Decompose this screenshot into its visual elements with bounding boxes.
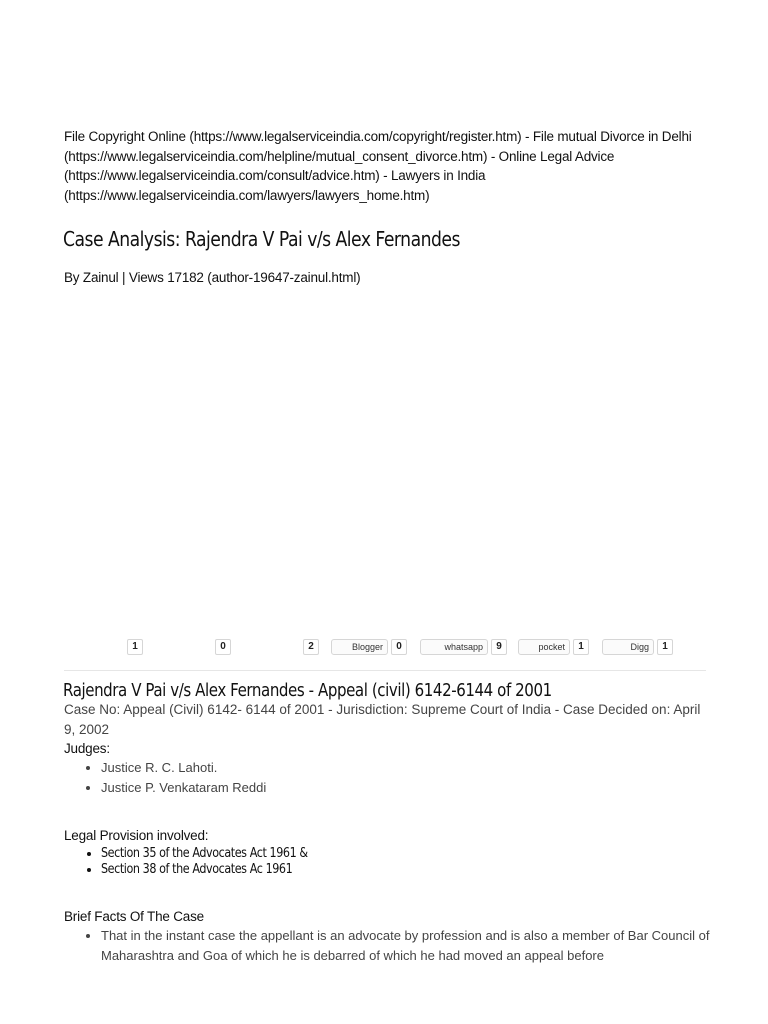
- judges-list: [64, 758, 266, 797]
- list-item: • That in the instant case the appellant is an advocate by profession and is also a member of Bar Council of Maharashtra and Goa of which he is debarred of which he had moved an appeal before: [101, 926, 711, 965]
- pocket-share[interactable]: [518, 639, 589, 655]
- whatsapp-share[interactable]: [420, 639, 507, 655]
- legal-advice-link[interactable]: Online Legal Advice (https://www.legalserviceindia.com/consult/advice.htm): [64, 148, 615, 183]
- list-item: [101, 846, 341, 862]
- link-separator: -: [487, 148, 499, 164]
- share-count: 2: [303, 639, 319, 655]
- case-heading: Rajendra V Pai v/s Alex Fernandes - Appeal (civil) 6142-6144 of 2001: [63, 681, 552, 701]
- link-separator: -: [521, 129, 533, 144]
- brief-facts-label: Brief Facts Of The Case: [64, 909, 204, 924]
- share-item[interactable]: [152, 639, 231, 655]
- case-meta: Case No: Appeal (Civil) 6142- 6144 of 2001 - Jurisdiction: Supreme Court of India - Case Decided on: April 9, 2002: [64, 702, 701, 737]
- list-item: • Justice P. Venkataram Reddi: [101, 778, 266, 798]
- lawyers-link[interactable]: Lawyers in India (https://www.legalserviceindia.com/lawyers/lawyers_home.htm): [64, 168, 486, 203]
- byline: [64, 268, 360, 287]
- pocket-share-button[interactable]: pocket: [518, 639, 570, 655]
- list-item-text: Section 35 of the Advocates Act 1961 &: [101, 846, 308, 861]
- provisions-list: [64, 846, 341, 878]
- share-count: 1: [127, 639, 143, 655]
- share-count: 9: [491, 639, 507, 655]
- divider: [64, 670, 706, 671]
- top-links: [64, 127, 714, 205]
- share-item[interactable]: [64, 639, 143, 655]
- share-count: 0: [215, 639, 231, 655]
- page-title: Case Analysis: Rajendra V Pai v/s Alex Fernandes: [63, 227, 460, 251]
- share-count: 1: [657, 639, 673, 655]
- link-separator: -: [379, 168, 391, 183]
- facts-list: [64, 926, 711, 965]
- digg-share-button[interactable]: Digg: [602, 639, 654, 655]
- blogger-share-button[interactable]: Blogger: [331, 639, 388, 655]
- share-button[interactable]: [64, 639, 124, 655]
- share-count: 0: [391, 639, 407, 655]
- whatsapp-share-button[interactable]: whatsapp: [420, 639, 488, 655]
- list-item: • Justice R. C. Lahoti.: [101, 758, 266, 778]
- list-item-text: Section 38 of the Advocates Ac 1961: [101, 862, 293, 877]
- share-count: 1: [573, 639, 589, 655]
- judges-label: Judges:: [64, 741, 110, 756]
- digg-share[interactable]: [602, 639, 673, 655]
- mutual-divorce-link[interactable]: File mutual Divorce in Delhi (https://www.legalserviceindia.com/helpline/mutual_consent_divorce.htm): [64, 129, 692, 164]
- share-bar: [64, 639, 706, 657]
- list-item: [101, 862, 341, 878]
- legal-provision-label: Legal Provision involved:: [64, 828, 209, 843]
- share-item[interactable]: [240, 639, 319, 655]
- author-views: By Zainul | Views 17182: [64, 270, 208, 285]
- share-button[interactable]: [240, 639, 300, 655]
- blogger-share[interactable]: [331, 639, 407, 655]
- share-button[interactable]: [152, 639, 212, 655]
- author-link[interactable]: (author-19647-zainul.html): [207, 270, 361, 285]
- copyright-link[interactable]: File Copyright Online (https://www.legalserviceindia.com/copyright/register.htm): [64, 129, 522, 144]
